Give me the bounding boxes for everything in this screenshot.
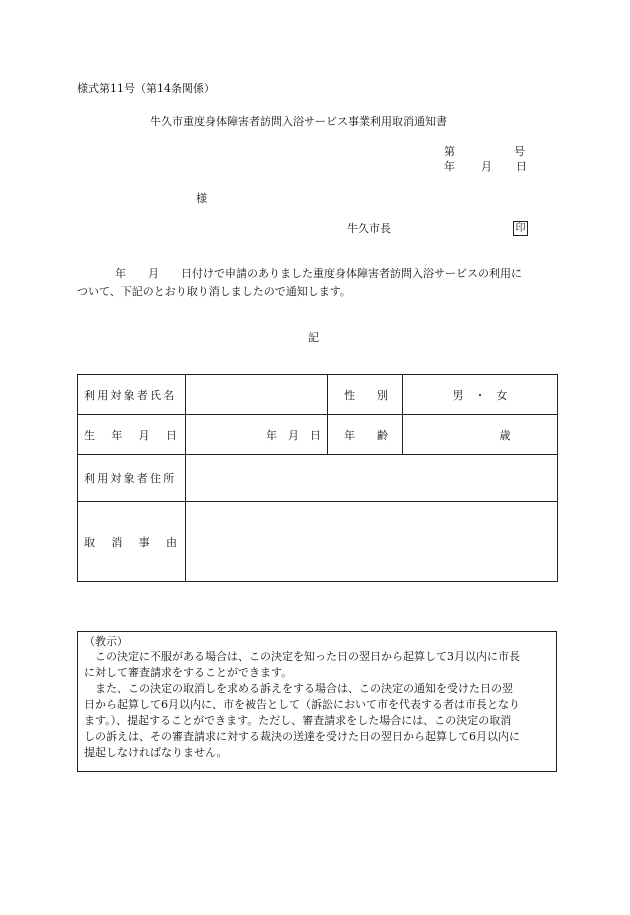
age-value-cell [403, 415, 558, 455]
table-row [78, 502, 558, 582]
birth-label-4: 日 [165, 428, 177, 442]
issuer-name: 牛久市長 [347, 222, 391, 235]
reason-label-4: 由 [165, 535, 177, 549]
reason-label-2: 消 [111, 535, 123, 549]
birth-value: 年 月 日 [266, 428, 321, 442]
notice-line-2: に対して審査請求をすることができます。 [84, 666, 293, 679]
seal-mark: 印 [513, 221, 528, 236]
name-label: 利用対象者氏名 [84, 388, 177, 402]
form-number: 様式第11号（第14条関係） [77, 82, 215, 95]
address-label-cell [78, 455, 186, 502]
notice-box [77, 631, 557, 772]
doc-number-prefix: 第 [444, 145, 455, 158]
gender-label-2: 別 [377, 388, 388, 402]
details-table [77, 374, 558, 582]
notice-heading: （教示） [84, 635, 128, 648]
reason-label-1: 取 [84, 535, 95, 549]
address-label: 利用対象者住所 [84, 472, 177, 485]
birth-label-cell [78, 415, 186, 455]
birth-label-2: 年 [111, 428, 123, 442]
gender-value: 男 ・ 女 [452, 388, 508, 402]
body-line-1: 年 月 日付けで申請のありました重度身体障害者訪問入浴サービスの利用に [115, 267, 522, 280]
name-label-cell [78, 375, 186, 415]
notice-line-1: この決定に不服がある場合は、この決定を知った日の翌日から起算して3月以内に市長 [84, 650, 520, 663]
notice-line-5: ます。）、提起することができます。ただし、審査請求をした場合には、この決定の取消 [84, 714, 512, 727]
date-month: 月 [481, 160, 492, 173]
birth-label-3: 月 [138, 428, 150, 442]
reason-label-3: 事 [138, 535, 150, 549]
age-label-2: 齢 [377, 428, 388, 442]
table-row [78, 415, 558, 455]
birth-label-1: 生 [84, 428, 95, 442]
doc-number-suffix: 号 [514, 145, 525, 158]
gender-label-cell [328, 375, 403, 415]
addressee-suffix: 様 [196, 192, 207, 205]
notice-line-3: また、この決定の取消しを求める訴えをする場合は、この決定の通知を受けた日の翌 [84, 682, 513, 695]
gender-value-cell [403, 375, 558, 415]
address-value-cell [186, 455, 558, 502]
age-label-1: 年 [344, 428, 355, 442]
reason-label-cell [78, 502, 186, 582]
age-value: 歳 [499, 428, 511, 442]
date-year: 年 [444, 160, 455, 173]
date-day: 日 [516, 160, 527, 173]
reason-value-cell [186, 502, 558, 582]
table-row [78, 455, 558, 502]
notice-line-4: 日から起算して6月以内に、市を被告として（訴訟において市を代表する者は市長となり [84, 698, 520, 711]
notice-line-6: しの訴えは、その審査請求に対する裁決の送達を受けた日の翌日から起算して6月以内に [84, 730, 520, 743]
age-label-cell [328, 415, 403, 455]
ki-heading: 記 [308, 331, 319, 344]
document-title: 牛久市重度身体障害者訪問入浴サービス事業利用取消通知書 [150, 115, 447, 128]
gender-label-1: 性 [344, 388, 355, 402]
table-row [78, 375, 558, 415]
body-line-2: ついて、下記のとおり取り消しましたので通知します。 [77, 285, 351, 298]
name-value-cell [186, 375, 328, 415]
notice-line-7: 提起しなければなりません。 [84, 746, 228, 759]
birth-value-cell [186, 415, 328, 455]
